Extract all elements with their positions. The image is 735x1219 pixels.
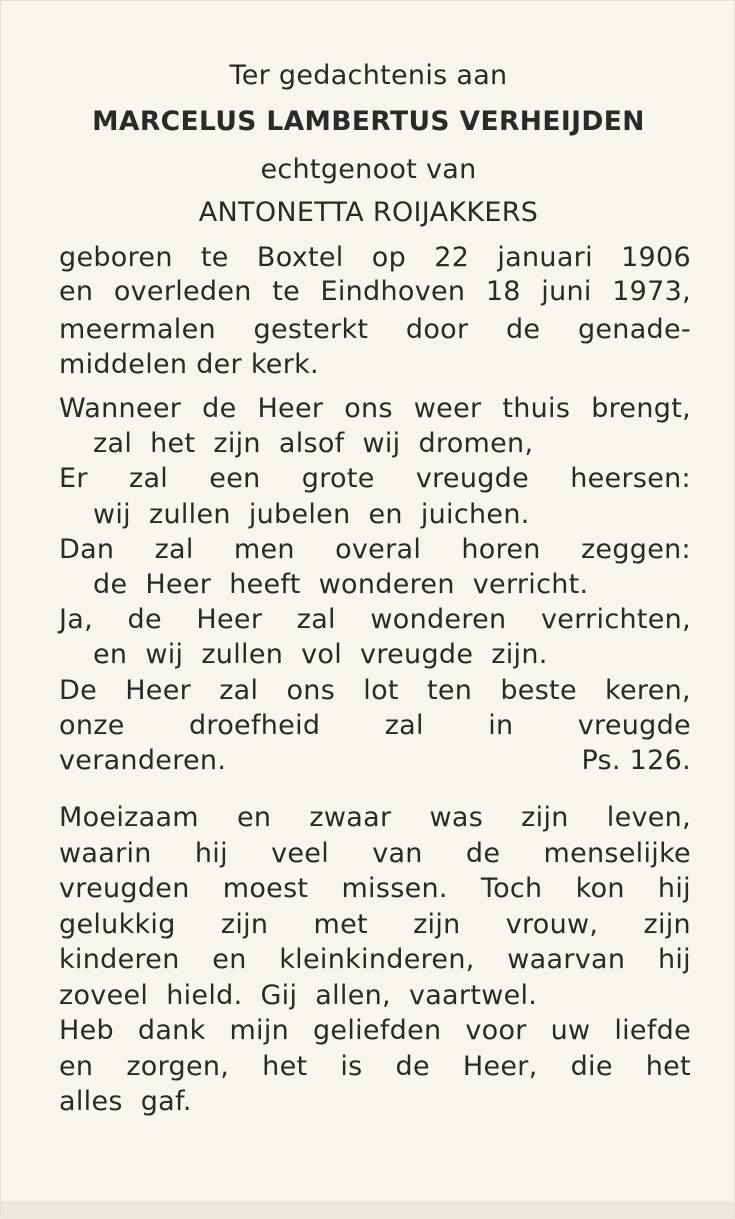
word: een	[209, 463, 261, 495]
word: zorgen,	[126, 1050, 230, 1082]
word: zal	[154, 533, 194, 565]
word: ons	[344, 393, 393, 424]
psalm-line	[59, 603, 691, 637]
deceased-name: MARCELUS LAMBERTUS VERHEIJDEN	[92, 106, 645, 137]
word: Heer,	[462, 1050, 538, 1082]
word: te	[200, 242, 229, 273]
word: Heb	[59, 1015, 114, 1046]
tribute-line	[59, 1085, 691, 1119]
word: de	[395, 1050, 430, 1082]
word: hij	[657, 873, 691, 904]
word: zeggen:	[580, 533, 691, 565]
word: zal	[219, 674, 259, 706]
word: vreugde	[415, 463, 530, 495]
word: veranderen.	[59, 745, 227, 776]
word: kinderen	[59, 944, 180, 975]
word: met	[313, 908, 368, 940]
word: thuis	[502, 393, 571, 424]
word: heersen:	[570, 463, 691, 495]
word: vreugden	[59, 873, 190, 904]
word: missen.	[341, 873, 448, 904]
word: heeft	[229, 569, 301, 600]
word: zijn	[413, 908, 461, 940]
intro-line: Ter gedachtenis aan	[229, 60, 508, 91]
word: waarvan	[507, 944, 626, 975]
word: zijn	[643, 908, 691, 940]
word: wij	[362, 428, 401, 460]
word: zijn.	[491, 639, 548, 671]
word: alsof	[278, 428, 345, 460]
word: Gij	[260, 979, 298, 1011]
word: grote	[301, 463, 375, 495]
life-line-1	[59, 241, 691, 275]
word: zal	[128, 463, 169, 495]
word: 22	[434, 242, 470, 273]
word: moest	[222, 873, 309, 904]
word: gesterkt	[253, 314, 369, 345]
word: in	[488, 709, 514, 741]
psalm-line	[59, 533, 691, 567]
spouse-name: ANTONETTA ROIJAKKERS	[198, 197, 539, 228]
word: 18	[485, 276, 521, 307]
psalm-line	[59, 392, 691, 426]
psalm-line	[93, 498, 653, 532]
tribute-line	[59, 979, 691, 1013]
word: veel	[271, 837, 329, 869]
word: beste	[500, 674, 577, 706]
word: mijn	[229, 1015, 290, 1046]
word: keren,	[605, 674, 691, 706]
word: gelukkig	[59, 908, 176, 940]
word: op	[371, 242, 407, 273]
word: wonderen	[370, 604, 507, 636]
word: de	[505, 314, 541, 345]
psalm-line	[59, 462, 691, 496]
word: Eindhoven	[320, 276, 466, 307]
word: de	[93, 569, 128, 600]
word: kon	[575, 873, 625, 904]
word: wij	[93, 498, 131, 530]
word: droefheid	[188, 709, 321, 741]
word: brengt,	[591, 393, 691, 424]
word: hield.	[166, 979, 243, 1011]
word: door	[405, 314, 469, 345]
word: 1973,	[612, 276, 691, 307]
word: vol	[301, 639, 343, 671]
word: Heer	[125, 674, 192, 706]
word: leven,	[606, 802, 691, 833]
word: menselijke	[543, 837, 691, 869]
word: allen,	[315, 979, 391, 1011]
tribute-line	[59, 872, 691, 906]
tribute-line	[59, 908, 691, 942]
card-bottom-edge	[1, 1201, 734, 1219]
word: zoveel	[59, 979, 149, 1011]
word: weer	[413, 393, 482, 424]
psalm-line	[59, 709, 691, 743]
word: zullen	[201, 639, 284, 671]
word: overleden	[113, 276, 252, 307]
word: het	[645, 1050, 691, 1082]
psalm-line	[93, 427, 653, 461]
word: Heer	[196, 604, 263, 636]
word: Moeizaam	[59, 802, 199, 833]
word: onze	[59, 709, 125, 741]
word: alles	[59, 1086, 123, 1117]
word: vrouw,	[505, 908, 599, 940]
word: geboren	[59, 242, 173, 273]
word: en	[93, 639, 128, 671]
word: zal	[296, 604, 336, 636]
word: het	[150, 428, 196, 460]
word: en	[59, 276, 94, 307]
life-line-2	[59, 275, 691, 309]
word: die	[570, 1050, 613, 1082]
word: zijn	[521, 802, 569, 833]
word: hij	[657, 944, 691, 975]
word: vreugde	[360, 639, 474, 671]
tribute-line	[59, 837, 691, 871]
word: Ps. 126.	[581, 745, 691, 776]
word: voor	[465, 1015, 527, 1046]
word: waarin	[59, 837, 152, 869]
word: Heer	[257, 393, 324, 424]
word: en	[212, 944, 247, 975]
word: Er	[59, 463, 88, 495]
word: men	[233, 533, 295, 565]
word: jubelen	[248, 498, 351, 530]
psalm-line	[93, 638, 653, 672]
word: hij	[194, 837, 228, 869]
word: geliefden	[312, 1015, 442, 1046]
word: vaartwel.	[408, 979, 538, 1011]
word: kleinkinderen,	[279, 944, 475, 975]
word: Boxtel	[256, 242, 344, 273]
word: uw	[550, 1015, 591, 1046]
word: zullen	[149, 498, 231, 530]
word: zwaar	[309, 802, 392, 833]
word: verricht.	[472, 569, 589, 600]
word: meermalen	[59, 314, 216, 345]
word: lot	[363, 674, 399, 706]
tribute-line	[59, 801, 691, 835]
word: ten	[426, 674, 473, 706]
word: vreugde	[577, 709, 691, 741]
word: zal	[93, 428, 133, 460]
relation-line: echtgenoot van	[260, 154, 477, 185]
tribute-line	[59, 1014, 691, 1048]
word: dromen,	[418, 428, 534, 460]
word: juni	[541, 276, 592, 307]
word: verrichten,	[541, 604, 691, 636]
word: Toch	[480, 873, 543, 904]
word: het	[262, 1050, 308, 1082]
word: de	[127, 604, 162, 636]
word: ons	[286, 674, 336, 706]
word: de	[202, 393, 237, 424]
word: Ja,	[59, 604, 93, 636]
psalm-line	[59, 744, 691, 778]
word: is	[340, 1050, 363, 1082]
word: Heer	[145, 569, 212, 600]
word: Dan	[59, 533, 115, 565]
psalm-line	[93, 568, 653, 602]
word: horen	[461, 533, 541, 565]
word: en	[237, 802, 272, 833]
word: te	[272, 276, 300, 307]
word: overal	[335, 533, 422, 565]
word: wij	[145, 639, 184, 671]
tribute-line	[59, 1050, 691, 1084]
word: en	[368, 498, 403, 530]
word: juichen.	[420, 498, 530, 530]
word: De	[59, 674, 98, 706]
word: zijn	[213, 428, 261, 460]
word: liefde	[614, 1015, 691, 1046]
psalm-line	[59, 674, 691, 708]
word: 1906	[621, 242, 691, 273]
word: was	[429, 802, 484, 833]
life-line-3	[59, 313, 691, 347]
life-line-4: middelen der kerk.	[59, 349, 319, 380]
word: januari	[497, 242, 593, 273]
tribute-line	[59, 943, 691, 977]
word: zijn	[220, 908, 269, 940]
word: zal	[384, 709, 424, 741]
word: genade-	[577, 314, 691, 345]
word: van	[372, 837, 423, 869]
word: de	[465, 837, 501, 869]
word: en	[59, 1050, 94, 1082]
word: Wanneer	[59, 393, 182, 424]
word: gaf.	[140, 1086, 192, 1117]
word: dank	[137, 1015, 206, 1046]
word: wonderen	[318, 569, 455, 600]
